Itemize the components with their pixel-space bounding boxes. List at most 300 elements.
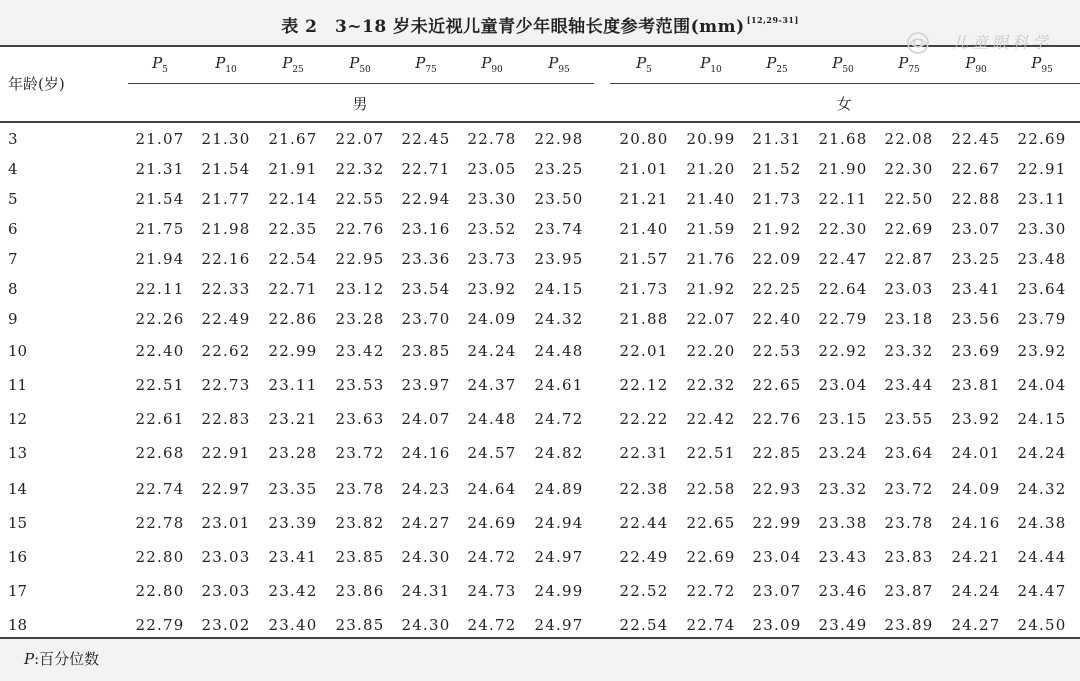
- female-value-cell: 23.89: [884, 616, 934, 634]
- male-value-cell: 24.07: [401, 410, 451, 428]
- female-value-cell: 24.50: [1017, 616, 1067, 634]
- table-row: [0, 339, 1080, 363]
- male-value-cell: 23.05: [467, 160, 517, 178]
- female-value-cell: 22.45: [951, 130, 1001, 148]
- male-value-cell: 22.61: [135, 410, 185, 428]
- table-row: [0, 407, 1080, 431]
- male-value-cell: 23.42: [268, 582, 318, 600]
- male-value-cell: 24.27: [401, 514, 451, 532]
- female-value-cell: 23.69: [951, 342, 1001, 360]
- female-value-cell: 21.73: [752, 190, 802, 208]
- male-percentile-header: [459, 54, 525, 75]
- male-value-cell: 22.78: [467, 130, 517, 148]
- female-value-cell: 22.76: [752, 410, 802, 428]
- male-value-cell: 23.35: [268, 480, 318, 498]
- male-value-cell: 22.74: [135, 480, 185, 498]
- female-value-cell: 23.46: [818, 582, 868, 600]
- percentile-number: 10: [225, 65, 237, 75]
- female-value-cell: 22.91: [1017, 160, 1067, 178]
- watermark-text: 儿童眼科学: [951, 33, 1052, 52]
- percentile-number: 10: [710, 65, 722, 75]
- female-value-cell: 23.32: [818, 480, 868, 498]
- male-value-cell: 23.41: [268, 548, 318, 566]
- female-value-cell: 23.30: [1017, 220, 1067, 238]
- female-value-cell: 22.25: [752, 280, 802, 298]
- male-percentile-header: [193, 54, 259, 75]
- age-cell: 14: [8, 480, 28, 498]
- female-value-cell: 23.41: [951, 280, 1001, 298]
- male-value-cell: 22.33: [201, 280, 251, 298]
- male-value-cell: 23.72: [335, 444, 385, 462]
- table-row: [0, 579, 1080, 603]
- female-value-cell: 21.92: [686, 280, 736, 298]
- footer-note: [24, 648, 99, 669]
- percentile-letter: P: [636, 54, 647, 72]
- female-percentile-header: [810, 54, 876, 75]
- female-value-cell: 22.32: [686, 376, 736, 394]
- male-value-cell: 21.54: [201, 160, 251, 178]
- female-value-cell: 22.20: [686, 342, 736, 360]
- female-value-cell: 22.69: [1017, 130, 1067, 148]
- male-value-cell: 22.91: [201, 444, 251, 462]
- male-value-cell: 22.71: [401, 160, 451, 178]
- male-value-cell: 24.48: [467, 410, 517, 428]
- female-value-cell: 22.07: [686, 310, 736, 328]
- female-value-cell: 22.38: [619, 480, 669, 498]
- header-rule: [0, 121, 1080, 123]
- table-row: [0, 247, 1080, 271]
- female-value-cell: 22.74: [686, 616, 736, 634]
- percentile-letter: P: [349, 54, 360, 72]
- percentile-number: 50: [359, 65, 371, 75]
- female-value-cell: 22.52: [619, 582, 669, 600]
- female-value-cell: 20.99: [686, 130, 736, 148]
- table-row: [0, 277, 1080, 301]
- female-value-cell: 22.69: [884, 220, 934, 238]
- male-value-cell: 24.97: [534, 616, 584, 634]
- female-value-cell: 24.44: [1017, 548, 1067, 566]
- male-value-cell: 22.45: [401, 130, 451, 148]
- percentile-letter: P: [965, 54, 976, 72]
- percentile-number: 5: [162, 65, 168, 75]
- male-value-cell: 24.09: [467, 310, 517, 328]
- female-value-cell: 22.54: [619, 616, 669, 634]
- percentile-letter: P: [415, 54, 426, 72]
- male-value-cell: 22.71: [268, 280, 318, 298]
- male-value-cell: 23.36: [401, 250, 451, 268]
- age-cell: 12: [8, 410, 28, 428]
- male-value-cell: 23.97: [401, 376, 451, 394]
- female-value-cell: 23.09: [752, 616, 802, 634]
- male-value-cell: 22.95: [335, 250, 385, 268]
- male-group-label: 男: [352, 95, 368, 113]
- percentile-number: 50: [842, 65, 854, 75]
- female-value-cell: 23.24: [818, 444, 868, 462]
- male-value-cell: 22.14: [268, 190, 318, 208]
- male-value-cell: 23.63: [335, 410, 385, 428]
- male-value-cell: 22.99: [268, 342, 318, 360]
- female-value-cell: 23.72: [884, 480, 934, 498]
- male-value-cell: 22.68: [135, 444, 185, 462]
- male-value-cell: 24.30: [401, 548, 451, 566]
- female-value-cell: 24.09: [951, 480, 1001, 498]
- age-cell: 18: [8, 616, 28, 634]
- male-value-cell: 23.74: [534, 220, 584, 238]
- female-value-cell: 22.58: [686, 480, 736, 498]
- female-value-cell: 22.85: [752, 444, 802, 462]
- male-value-cell: 22.79: [135, 616, 185, 634]
- female-group-label: 女: [836, 95, 852, 113]
- footer-p-letter: P: [24, 650, 35, 668]
- female-value-cell: 22.88: [951, 190, 1001, 208]
- male-value-cell: 23.25: [534, 160, 584, 178]
- female-value-cell: 22.49: [619, 548, 669, 566]
- male-value-cell: 22.55: [335, 190, 385, 208]
- female-value-cell: 23.78: [884, 514, 934, 532]
- female-value-cell: 24.38: [1017, 514, 1067, 532]
- female-value-cell: 22.22: [619, 410, 669, 428]
- male-value-cell: 24.72: [467, 548, 517, 566]
- male-value-cell: 22.98: [534, 130, 584, 148]
- male-value-cell: 23.95: [534, 250, 584, 268]
- male-value-cell: 22.51: [135, 376, 185, 394]
- female-value-cell: 22.44: [619, 514, 669, 532]
- female-value-cell: 22.12: [619, 376, 669, 394]
- percentile-number: 90: [975, 65, 987, 75]
- female-value-cell: 22.30: [884, 160, 934, 178]
- male-percentile-header: [526, 54, 592, 75]
- male-value-cell: 23.21: [268, 410, 318, 428]
- male-value-cell: 22.35: [268, 220, 318, 238]
- male-value-cell: 21.75: [135, 220, 185, 238]
- male-value-cell: 23.12: [335, 280, 385, 298]
- female-value-cell: 23.64: [1017, 280, 1067, 298]
- table-row: [0, 187, 1080, 211]
- female-value-cell: 22.64: [818, 280, 868, 298]
- female-value-cell: 23.56: [951, 310, 1001, 328]
- male-value-cell: 21.94: [135, 250, 185, 268]
- female-value-cell: 23.81: [951, 376, 1001, 394]
- female-value-cell: 22.51: [686, 444, 736, 462]
- percentile-letter: P: [832, 54, 843, 72]
- table-row: [0, 127, 1080, 151]
- age-cell: 3: [8, 130, 18, 148]
- male-value-cell: 21.67: [268, 130, 318, 148]
- percentile-number: 95: [1041, 65, 1053, 75]
- male-value-cell: 23.01: [201, 514, 251, 532]
- female-value-cell: 22.93: [752, 480, 802, 498]
- male-value-cell: 23.02: [201, 616, 251, 634]
- male-value-cell: 22.80: [135, 548, 185, 566]
- male-value-cell: 23.52: [467, 220, 517, 238]
- percentile-letter: P: [700, 54, 711, 72]
- male-value-cell: 21.54: [135, 190, 185, 208]
- female-value-cell: 20.80: [619, 130, 669, 148]
- age-cell: 13: [8, 444, 28, 462]
- title-references: [12,29-31]: [746, 15, 799, 25]
- female-value-cell: 23.43: [818, 548, 868, 566]
- male-value-cell: 22.73: [201, 376, 251, 394]
- male-value-cell: 21.98: [201, 220, 251, 238]
- age-cell: 11: [8, 376, 28, 394]
- female-value-cell: 21.52: [752, 160, 802, 178]
- female-value-cell: 22.09: [752, 250, 802, 268]
- male-value-cell: 23.42: [335, 342, 385, 360]
- male-value-cell: 22.11: [135, 280, 185, 298]
- female-value-cell: 23.79: [1017, 310, 1067, 328]
- female-value-cell: 24.24: [951, 582, 1001, 600]
- female-value-cell: 23.44: [884, 376, 934, 394]
- male-value-cell: 23.86: [335, 582, 385, 600]
- female-value-cell: 21.20: [686, 160, 736, 178]
- percentile-letter: P: [215, 54, 226, 72]
- male-value-cell: 24.24: [467, 342, 517, 360]
- female-value-cell: 22.53: [752, 342, 802, 360]
- percentile-number: 5: [646, 65, 652, 75]
- table-row: [0, 373, 1080, 397]
- female-value-cell: 22.72: [686, 582, 736, 600]
- female-value-cell: 22.65: [686, 514, 736, 532]
- female-value-cell: 21.68: [818, 130, 868, 148]
- percentile-letter: P: [1031, 54, 1042, 72]
- male-value-cell: 24.97: [534, 548, 584, 566]
- female-value-cell: 23.92: [951, 410, 1001, 428]
- female-value-cell: 21.57: [619, 250, 669, 268]
- female-value-cell: 21.59: [686, 220, 736, 238]
- female-value-cell: 22.79: [818, 310, 868, 328]
- female-value-cell: 22.30: [818, 220, 868, 238]
- male-value-cell: 23.16: [401, 220, 451, 238]
- female-value-cell: 24.16: [951, 514, 1001, 532]
- female-value-cell: 22.65: [752, 376, 802, 394]
- age-cell: 10: [8, 342, 28, 360]
- female-value-cell: 21.21: [619, 190, 669, 208]
- male-value-cell: 24.57: [467, 444, 517, 462]
- male-value-cell: 24.32: [534, 310, 584, 328]
- male-value-cell: 22.07: [335, 130, 385, 148]
- age-cell: 16: [8, 548, 28, 566]
- age-cell: 9: [8, 310, 18, 328]
- female-value-cell: 21.31: [752, 130, 802, 148]
- age-cell: 17: [8, 582, 28, 600]
- female-value-cell: 24.32: [1017, 480, 1067, 498]
- male-percentile-header: [127, 54, 193, 75]
- female-value-cell: 24.47: [1017, 582, 1067, 600]
- female-value-cell: 23.92: [1017, 342, 1067, 360]
- male-value-cell: 23.53: [335, 376, 385, 394]
- male-value-cell: 23.85: [335, 548, 385, 566]
- female-value-cell: 23.15: [818, 410, 868, 428]
- female-value-cell: 23.04: [752, 548, 802, 566]
- male-value-cell: 24.30: [401, 616, 451, 634]
- male-value-cell: 23.03: [201, 582, 251, 600]
- male-value-cell: 24.82: [534, 444, 584, 462]
- male-value-cell: 23.40: [268, 616, 318, 634]
- male-value-cell: 23.50: [534, 190, 584, 208]
- percentile-letter: P: [481, 54, 492, 72]
- male-value-cell: 23.39: [268, 514, 318, 532]
- female-value-cell: 23.04: [818, 376, 868, 394]
- table-row: [0, 217, 1080, 241]
- table-row: [0, 307, 1080, 331]
- male-value-cell: 24.94: [534, 514, 584, 532]
- watermark-logo-icon: [906, 31, 930, 55]
- male-value-cell: 22.40: [135, 342, 185, 360]
- female-value-cell: 23.87: [884, 582, 934, 600]
- male-value-cell: 21.77: [201, 190, 251, 208]
- female-percentile-header: [876, 54, 942, 75]
- female-value-cell: 21.73: [619, 280, 669, 298]
- female-value-cell: 24.04: [1017, 376, 1067, 394]
- male-value-cell: 23.82: [335, 514, 385, 532]
- male-value-cell: 22.94: [401, 190, 451, 208]
- male-value-cell: 22.83: [201, 410, 251, 428]
- percentile-number: 25: [292, 65, 304, 75]
- age-cell: 8: [8, 280, 18, 298]
- male-value-cell: 23.92: [467, 280, 517, 298]
- female-value-cell: 23.25: [951, 250, 1001, 268]
- female-value-cell: 24.21: [951, 548, 1001, 566]
- male-value-cell: 24.16: [401, 444, 451, 462]
- female-value-cell: 21.76: [686, 250, 736, 268]
- male-value-cell: 22.86: [268, 310, 318, 328]
- male-value-cell: 24.37: [467, 376, 517, 394]
- female-value-cell: 22.31: [619, 444, 669, 462]
- male-value-cell: 22.97: [201, 480, 251, 498]
- female-value-cell: 22.92: [818, 342, 868, 360]
- female-value-cell: 23.07: [951, 220, 1001, 238]
- age-cell: 7: [8, 250, 18, 268]
- female-value-cell: 23.83: [884, 548, 934, 566]
- female-value-cell: 21.40: [619, 220, 669, 238]
- percentile-number: 95: [558, 65, 570, 75]
- female-value-cell: 21.01: [619, 160, 669, 178]
- female-value-cell: 23.11: [1017, 190, 1067, 208]
- female-value-cell: 23.03: [884, 280, 934, 298]
- male-value-cell: 23.28: [268, 444, 318, 462]
- male-value-cell: 22.26: [135, 310, 185, 328]
- table-row: [0, 613, 1080, 637]
- male-value-cell: 24.31: [401, 582, 451, 600]
- female-value-cell: 23.38: [818, 514, 868, 532]
- female-value-cell: 22.87: [884, 250, 934, 268]
- age-column-header: 年龄(岁): [8, 75, 65, 93]
- male-value-cell: 22.54: [268, 250, 318, 268]
- male-value-cell: 23.70: [401, 310, 451, 328]
- table-row: [0, 511, 1080, 535]
- male-value-cell: 24.72: [534, 410, 584, 428]
- female-value-cell: 22.11: [818, 190, 868, 208]
- male-value-cell: 24.72: [467, 616, 517, 634]
- female-value-cell: 22.08: [884, 130, 934, 148]
- female-percentile-header: [611, 54, 677, 75]
- male-value-cell: 22.78: [135, 514, 185, 532]
- male-value-cell: 24.73: [467, 582, 517, 600]
- percentile-number: 75: [425, 65, 437, 75]
- female-value-cell: 21.92: [752, 220, 802, 238]
- footer-text: :百分位数: [34, 650, 100, 668]
- female-value-cell: 24.01: [951, 444, 1001, 462]
- female-value-cell: 21.40: [686, 190, 736, 208]
- percentile-letter: P: [766, 54, 777, 72]
- female-value-cell: 24.27: [951, 616, 1001, 634]
- age-cell: 5: [8, 190, 18, 208]
- female-value-cell: 22.47: [818, 250, 868, 268]
- female-percentile-header: [1009, 54, 1075, 75]
- female-value-cell: 23.18: [884, 310, 934, 328]
- male-value-cell: 23.85: [401, 342, 451, 360]
- female-group-line: [610, 83, 1080, 84]
- male-value-cell: 21.30: [201, 130, 251, 148]
- male-value-cell: 21.31: [135, 160, 185, 178]
- female-value-cell: 23.48: [1017, 250, 1067, 268]
- male-value-cell: 23.78: [335, 480, 385, 498]
- female-value-cell: 23.49: [818, 616, 868, 634]
- male-value-cell: 22.16: [201, 250, 251, 268]
- male-percentile-header: [393, 54, 459, 75]
- female-value-cell: 22.67: [951, 160, 1001, 178]
- percentile-number: 75: [908, 65, 920, 75]
- male-value-cell: 23.28: [335, 310, 385, 328]
- female-value-cell: 22.69: [686, 548, 736, 566]
- male-value-cell: 21.07: [135, 130, 185, 148]
- female-value-cell: 22.40: [752, 310, 802, 328]
- female-percentile-header: [744, 54, 810, 75]
- age-cell: 4: [8, 160, 18, 178]
- male-percentile-header: [260, 54, 326, 75]
- percentile-letter: P: [898, 54, 909, 72]
- male-value-cell: 24.15: [534, 280, 584, 298]
- male-value-cell: 23.54: [401, 280, 451, 298]
- female-value-cell: 22.42: [686, 410, 736, 428]
- table-row: [0, 441, 1080, 465]
- female-value-cell: 23.32: [884, 342, 934, 360]
- male-value-cell: 21.91: [268, 160, 318, 178]
- table-title-text: 表 2 3~18 岁未近视儿童青少年眼轴长度参考范围(mm): [281, 17, 745, 37]
- female-value-cell: 22.99: [752, 514, 802, 532]
- male-value-cell: 24.23: [401, 480, 451, 498]
- male-value-cell: 24.61: [534, 376, 584, 394]
- female-value-cell: 22.01: [619, 342, 669, 360]
- male-value-cell: 23.30: [467, 190, 517, 208]
- footer-bar: [0, 639, 1080, 681]
- percentile-number: 25: [776, 65, 788, 75]
- male-value-cell: 22.80: [135, 582, 185, 600]
- age-cell: 6: [8, 220, 18, 238]
- percentile-number: 90: [491, 65, 503, 75]
- female-percentile-header: [943, 54, 1009, 75]
- male-value-cell: 24.64: [467, 480, 517, 498]
- male-value-cell: 24.89: [534, 480, 584, 498]
- male-value-cell: 23.11: [268, 376, 318, 394]
- percentile-letter: P: [152, 54, 163, 72]
- female-value-cell: 24.24: [1017, 444, 1067, 462]
- male-value-cell: 24.48: [534, 342, 584, 360]
- table-row: [0, 477, 1080, 501]
- male-value-cell: 22.62: [201, 342, 251, 360]
- male-value-cell: 23.73: [467, 250, 517, 268]
- male-value-cell: 22.32: [335, 160, 385, 178]
- male-value-cell: 23.03: [201, 548, 251, 566]
- male-value-cell: 24.69: [467, 514, 517, 532]
- percentile-letter: P: [282, 54, 293, 72]
- table-row: [0, 545, 1080, 569]
- male-percentile-header: [327, 54, 393, 75]
- female-value-cell: 21.88: [619, 310, 669, 328]
- female-value-cell: 22.50: [884, 190, 934, 208]
- percentile-letter: P: [548, 54, 559, 72]
- female-value-cell: 23.64: [884, 444, 934, 462]
